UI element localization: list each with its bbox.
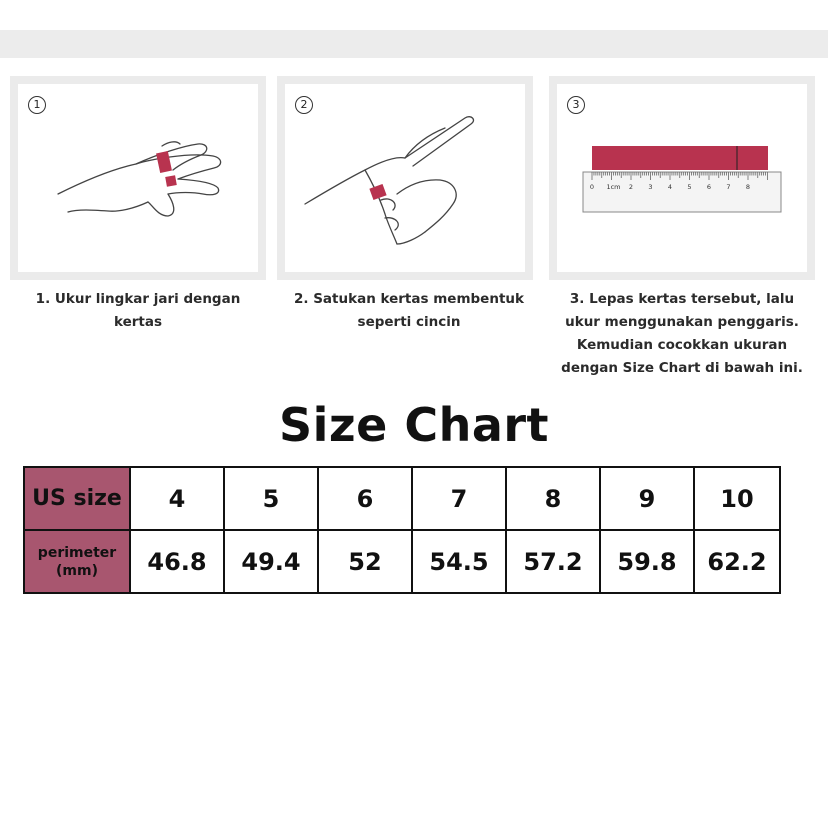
perimeter-cell: 62.2: [694, 530, 780, 593]
step-1-caption: [10, 288, 266, 334]
step-2-caption-line: seperti cincin: [357, 314, 461, 330]
step-1-panel: [10, 76, 266, 280]
ruler-measurement-illustration: [557, 84, 807, 272]
step-3-number: 3: [567, 96, 585, 114]
step-2-illustration: [285, 84, 525, 272]
step-3-caption: [546, 288, 818, 380]
step-3-caption-line: Kemudian cocokkan ukuran: [576, 337, 788, 353]
perimeter-header: [24, 530, 130, 593]
size-chart-table: [23, 466, 781, 594]
perimeter-row: [24, 530, 780, 593]
hand-with-pen-illustration: [285, 84, 525, 272]
size-cell: 7: [412, 467, 506, 530]
perimeter-header-label: perimeter: [37, 544, 117, 561]
ruler-label: 0: [589, 183, 595, 191]
step-1-illustration: [18, 84, 258, 272]
ruler-label: 5: [687, 183, 692, 191]
hand-measuring-illustration: [18, 84, 258, 272]
ruler-label: 3: [648, 183, 653, 191]
ruler-label: 8: [745, 183, 751, 191]
step-3-caption-line: dengan Size Chart di bawah ini.: [561, 360, 803, 376]
step-2-panel: [277, 76, 533, 280]
ruler-label: 7: [726, 183, 731, 191]
step-2-caption-line: 2. Satukan kertas membentuk: [293, 291, 524, 307]
size-cell: 5: [224, 467, 318, 530]
step-1-caption-line: kertas: [113, 314, 163, 330]
step-1-number: 1: [28, 96, 46, 114]
ruler-label: 1cm: [606, 183, 621, 191]
ruler-label: 4: [667, 183, 673, 191]
step-3-illustration: [557, 84, 807, 272]
us-size-header: US size: [24, 467, 130, 530]
size-chart-title: Size Chart: [278, 398, 550, 452]
top-bar: [0, 30, 828, 58]
perimeter-header-unit: (mm): [56, 562, 98, 579]
step-3-panel: [549, 76, 815, 280]
us-size-row: [24, 467, 780, 530]
size-cell: 8: [506, 467, 600, 530]
step-2-number: 2: [295, 96, 313, 114]
perimeter-cell: 54.5: [412, 530, 506, 593]
step-2-caption: [277, 288, 541, 334]
size-cell: 4: [130, 467, 224, 530]
step-1-caption-line: 1. Ukur lingkar jari dengan: [35, 291, 241, 307]
paper-strip: [592, 146, 768, 170]
perimeter-cell: 59.8: [600, 530, 694, 593]
ruler-label: 6: [706, 183, 712, 191]
perimeter-cell: 57.2: [506, 530, 600, 593]
size-cell: 9: [600, 467, 694, 530]
perimeter-cell: 46.8: [130, 530, 224, 593]
step-3-caption-line: 3. Lepas kertas tersebut, lalu: [569, 291, 795, 307]
ruler-label: 2: [628, 183, 634, 191]
step-3-caption-line: ukur menggunakan penggaris.: [565, 314, 799, 330]
perimeter-cell: 52: [318, 530, 412, 593]
perimeter-cell: 49.4: [224, 530, 318, 593]
size-cell: 10: [694, 467, 780, 530]
size-cell: 6: [318, 467, 412, 530]
ruler: [583, 172, 781, 212]
